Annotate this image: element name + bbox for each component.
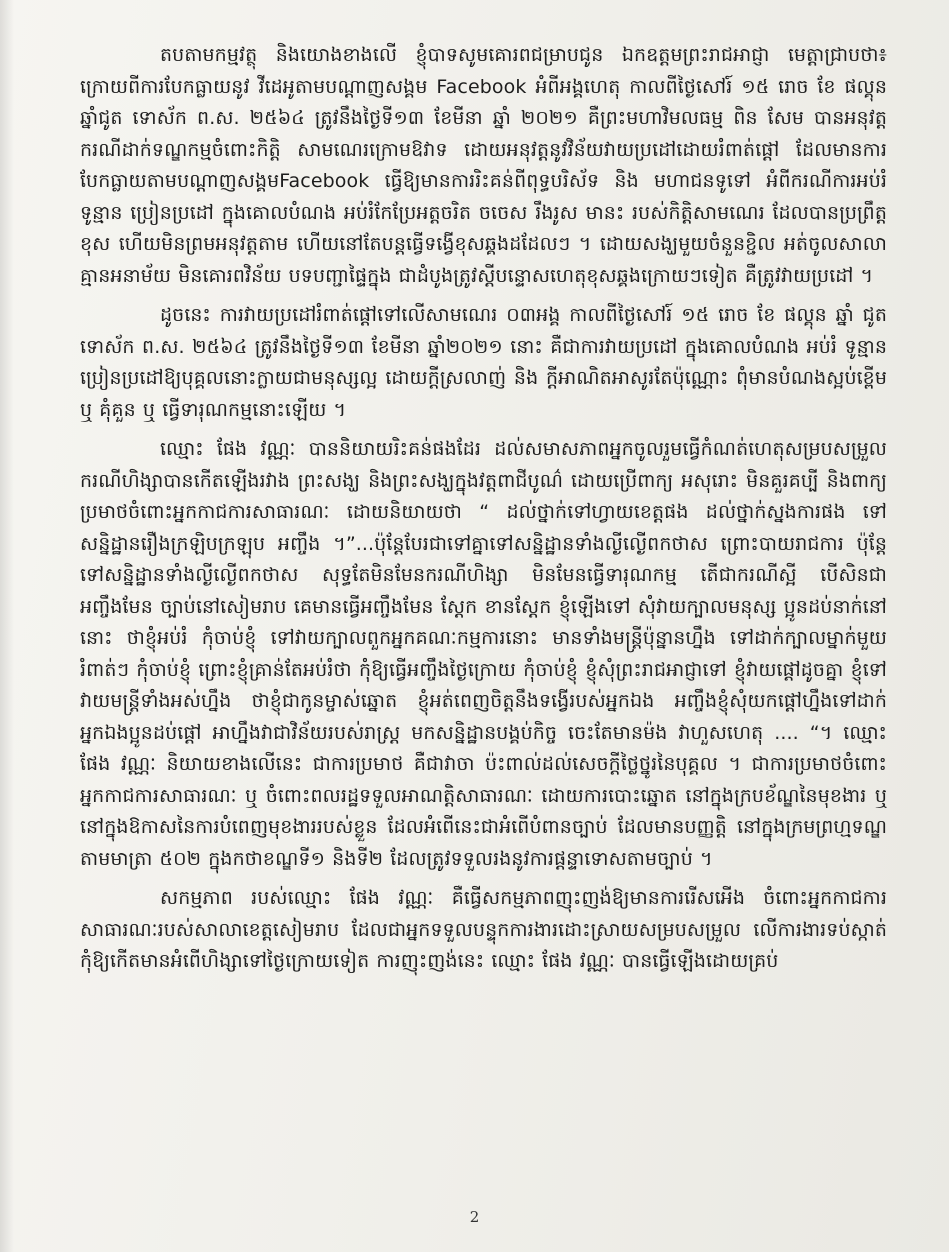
paragraph-3: ឈ្មោះ ផែង វណ្ណៈ បាននិយាយរិះគន់ផងដែរ ដល់សមាសភាពអ្នកចូលរួមធ្វើកំណត់ហេតុសម្របសម្រួល ករណីហិង្សាបានកើតឡើងរវាង ព្រះសង្ឃ និងព្រះសង្ឃក្នុងវត្តពាជីបូណ៌ ដោយប្រើពាក្យ អសុរោះ មិនគួរគប្បី និងពាក្យប្រមាថចំពោះអ្នកកាជការសាធារណៈ ដោយនិយាយថា “ ដល់ថ្នាក់ទៅហ្វាយខេត្តផង ដល់ថ្នាក់ស្នងការផង ទៅសន្និដ្ឋានរឿងក្រឡិបក្រឡុប អញ្ចឹង ។”...ប៉ុន្តែបែរជាទៅគ្នាទៅសន្និដ្ឋានទាំងល្ងីល្ងើពកថាស ព្រោះបាយរាជការ ប៉ុន្តែទៅសន្និដ្ឋានទាំងល្ងីល្ងើពកថាស សុទ្ធតែមិនមែនករណីហិង្សា មិនមែនធ្វើទារុណកម្ម តើជាករណីស្អី បើសិនជាអញ្ចឹងមែន ច្បាប់នៅសៀមរាប គេមានធ្វើអញ្ចឹងមែន ស្តែក ខានស្តែក ខ្ញុំឡើងទៅ សុំវាយក្បាលមនុស្ស ប្អូនដប់នាក់នៅនោះ ថាខ្ញុំអប់រំ កុំចាប់ខ្ញុំ ទៅវាយក្បាលពួកអ្នកគណៈកម្មការនោះ មានទាំងមន្ត្រីប៉ុន្នានហ្នឹង ទៅដាក់ក្បាលម្នាក់មួយរំពាត់ៗ កុំចាប់ខ្ញុំ ព្រោះខ្ញុំគ្រាន់តែអប់រំថា កុំឱ្យធ្វើអញ្ចឹងថ្ងៃក្រោយ កុំចាប់ខ្ញុំ ខ្ញុំសុំព្រះរាជអាជ្ញាទៅ ខ្ញុំវាយផ្តៅដូចគ្នា ខ្ញុំទៅវាយមន្ត្រីទាំងអស់ហ្នឹង ថាខ្ញុំជាកូនម្ចាស់ឆ្នោត ខ្ញុំអត់ពេញចិត្តនឹងទង្វើរបស់អ្នកឯង អញ្ចឹងខ្ញុំសុំយកផ្តៅហ្នឹងទៅដាក់អ្នកឯងប្អូនដប់ផ្តៅ អាហ្នឹងវាជាវិន័យរបស់រាស្ត្រ មកសន្និដ្ឋានបង្គប់កិច្ច ចេះតែមានម៉ង វាហួសហេតុ .... “។ ឈ្មោះ ផែង វណ្ណៈ និយាយខាងលើនេះ ជាការប្រមាថ គឺជាវាចា ប៉ះពាល់ដល់សេចក្តីថ្លៃថ្នូរនៃបុគ្គល ។ ជាការប្រមាថចំពោះអ្នកកាជការសាធារណៈ ឬ ចំពោះពលរដ្ឋទទួលអាណត្តិសាធារណៈ ដោយការបោះឆ្នោត នៅក្នុងក្របខ័ណ្ឌនៃមុខងារ ឬ នៅក្នុងឱកាសនៃការបំពេញមុខងាររបស់ខ្លួន ដែលអំពើនេះជាអំពើបំពានច្បាប់ ដែលមានបញ្ញត្តិ នៅក្នុងក្រមព្រហ្មទណ្ឌ តាមមាត្រា ៥០២ ក្នុងកថាខណ្ឌទី១ និងទី២ ដែលត្រូវទទួលរងនូវការផ្តន្ទាទោសតាមច្បាប់ ។: [80, 438, 887, 870]
document-body: [80, 40, 887, 978]
paragraph-4: សកម្មភាព របស់ឈ្មោះ ផែង វណ្ណៈ គឺធ្វើសកម្មភាពញុះញង់ឱ្យមានការរើសអើង ចំពោះអ្នកកាជការសាធារណៈរបស់សាលាខេត្តសៀមរាប ដែលជាអ្នកទទួលបន្ទុកការងារដោះស្រាយសម្របសម្រួល លើការងារទប់ស្កាត់កុំឱ្យកើតមានអំពើហិង្សាទៅថ្ងៃក្រោយទៀត ការញុះញង់នេះ ឈ្មោះ ផែង វណ្ណៈ បានធ្វើឡើងដោយគ្រប់: [80, 887, 887, 972]
paragraph-1: តបតាមកម្មវត្ថុ និងយោងខាងលើ ខ្ញុំបាទសូមគោរពជម្រាបជូន ឯកឧត្តមព្រះរាជអាជ្ញា មេត្តាជ្រាបថា៖ ក្រោយពីការបែកធ្លាយនូវ វីដេអូតាមបណ្តាញសង្គម Facebook អំពីអង្គហេតុ កាលពីថ្ងៃសៅរ៍ ១៥ រោច ខែ ផល្គុន ឆ្នាំជូត ទោស័ក ព.ស. ២៥៦៤ ត្រូវនឹងថ្ងៃទី១៣ ខែមីនា ឆ្នាំ ២០២១ គឺព្រះមហាវិមលធម្ម ពិន សែម បានអនុវត្ត ករណីដាក់ទណ្ឌកម្មចំពោះកិត្តិ សាមណេរក្រោមឱវាទ ដោយអនុវត្តនូវវិន័យវាយប្រដៅដោយរំពាត់ផ្តៅ ដែលមានការបែកធ្លាយតាមបណ្តាញសង្គមFacebook ធ្វើឱ្យមានការរិះគន់ពីពុទ្ធបរិស័ទ និង មហាជនទូទៅ អំពីករណីការអប់រំ ទូន្មាន ប្រៀនប្រដៅ ក្នុងគោលបំណង អប់រំកែប្រែអត្តចរិត ចចេស រឹងរូស មានះ របស់កិត្តិសាមណេរ ដែលបានប្រព្រឹត្តខុស ហើយមិនព្រមអនុវត្តតាម ហើយនៅតែបន្តធ្វើទង្វើខុសឆ្គងដដែលៗ ។ ដោយសង្ឃមួយចំនួនខ្ជិល អត់ចូលសាលា គ្មានអនាម័យ មិនគោរពវិន័យ បទបញ្ជាផ្ទៃក្នុង ជាដំបូងត្រូវស្តីបន្ទោសហេតុខុសឆ្គងក្រោយៗទៀត គឺត្រូវវាយប្រដៅ ។: [80, 44, 887, 287]
page-number: 2: [469, 1208, 480, 1226]
paragraph-2: ដូចនេះ ការវាយប្រដៅរំពាត់ផ្តៅទៅលើសាមណេរ ០៣អង្គ កាលពីថ្ងៃសៅរ៍ ១៥ រោច ខែ ផល្គុន ឆ្នាំ ជូត ទោស័ក ព.ស. ២៥៦៤ ត្រូវនឹងថ្ងៃទី១៣ ខែមីនា ឆ្នាំ២០២១ នោះ គឺជាការវាយប្រដៅ ក្នុងគោលបំណង អប់រំ ទូន្មាន ប្រៀនប្រដៅឱ្យបុគ្គលនោះក្លាយជាមនុស្សល្អ ដោយក្តីស្រលាញ់ និង ក្តីអាណិតអាសូរតែប៉ុណ្ណោះ ពុំមានបំណងស្អប់ខ្ពើម ឬ គុំគួន ឬ ធ្វើទារុណកម្មនោះឡើយ ។: [80, 304, 887, 421]
